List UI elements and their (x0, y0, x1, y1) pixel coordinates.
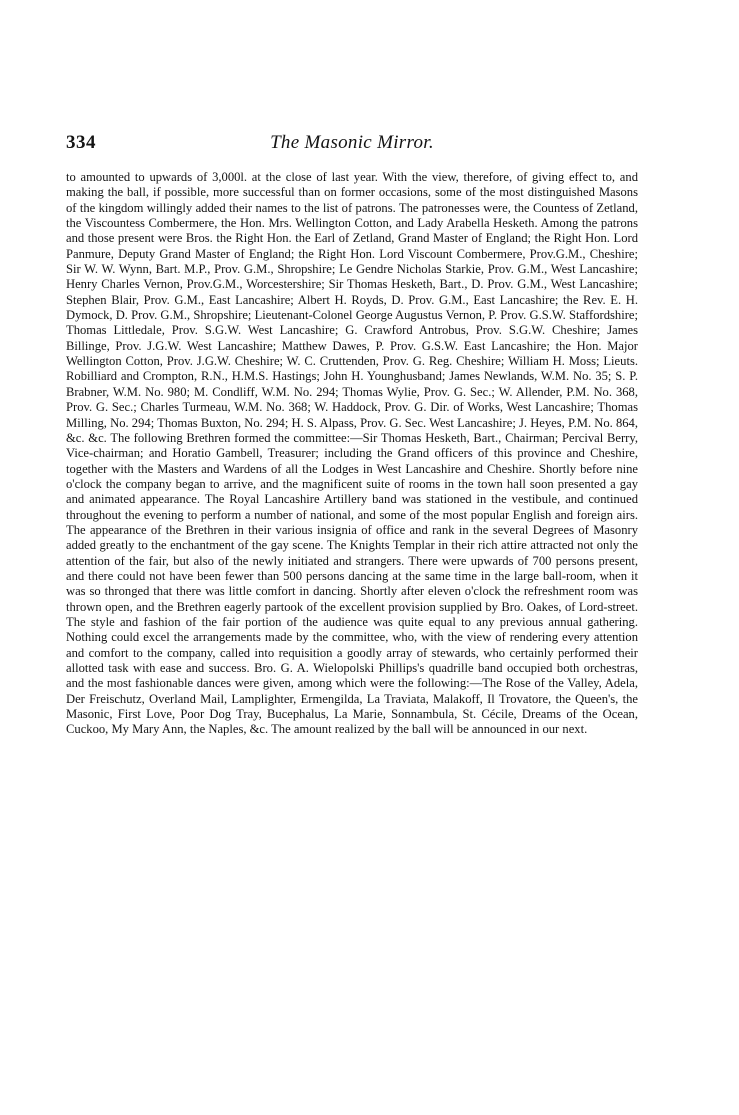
running-header (66, 130, 638, 160)
journal-title: The Masonic Mirror. (270, 132, 434, 153)
page-number: 334 (66, 132, 96, 153)
document-page (66, 130, 638, 738)
article-paragraph: to amounted to upwards of 3,000l. at the close of last year. With the view, therefore, of giving effect to, and making the ball, if possible, more successful than on former occasions, some of the most distinguished Masons of the kingdom willingly added their names to the list of patrons. The patronesses were, the Countess of Zetland, the Viscountess Combermere, the Hon. Mrs. Wellington Cotton, and Lady Arabella Hesketh. Among the patrons and those present were Bros. the Right Hon. the Earl of Zetland, Grand Master of England; the Right Hon. Lord Panmure, Deputy Grand Master of England; the Right Hon. Lord Viscount Combermere, Prov.G.M., Cheshire; Sir W. W. Wynn, Bart. M.P., Prov. G.M., Shropshire; Le Gendre Nicholas Starkie, Prov. G.M., West Lancashire; Henry Charles Vernon, Prov.G.M., Worcestershire; Sir Thomas Hesketh, Bart., D. Prov. G.M., West Lancashire; Stephen Blair, Prov. G.M., East Lancashire; Albert H. Royds, D. Prov. G.M., East Lancashire; the Rev. E. H. Dymock, D. Prov. G.M., Shropshire; Lieutenant-Colonel George Augustus Vernon, P. Prov. G.S.W. Staffordshire; Thomas Littledale, Prov. S.G.W. West Lancashire; G. Crawford Antrobus, Prov. S.G.W. Cheshire; James Billinge, Prov. J.G.W. West Lancashire; Matthew Dawes, P. Prov. G.S.W. East Lancashire; the Hon. Major Wellington Cotton, Prov. J.G.W. Cheshire; W. C. Cruttenden, Prov. G. Reg. Cheshire; William H. Moss; Lieuts. Robilliard and Crompton, R.N., H.M.S. Hastings; John H. Younghusband; James Newlands, W.M. No. 35; S. P. Brabner, W.M. No. 980; M. Condliff, W.M. No. 294; Thomas Wylie, Prov. G. Sec.; W. Allender, P.M. No. 368, Prov. G. Sec.; Charles Turmeau, W.M. No. 368; W. Haddock, Prov. G. Dir. of Works, West Lancashire; Thomas Milling, No. 294; Thomas Buxton, No. 294; H. S. Alpass, Prov. G. Sec. West Lancashire; J. Heyes, P.M. No. 864, &c. &c. The following Brethren formed the committee:—Sir Thomas Hesketh, Bart., Chairman; Percival Berry, Vice-chairman; and Horatio Gambell, Treasurer; including the Grand officers of this province and Cheshire, together with the Masters and Wardens of all the Lodges in West Lancashire and Cheshire. Shortly before nine o'clock the company began to arrive, and the magnificent suite of rooms in the town hall soon presented a gay and animated appearance. The Royal Lancashire Artillery band was stationed in the vestibule, and continued throughout the evening to perform a number of national, and some of the most popular English and foreign airs. The appearance of the Brethren in their various insignia of office and rank in the several Degrees of Masonry added greatly to the enchantment of the gay scene. The Knights Templar in their rich attire attracted not only the attention of the fair, but also of the newly initiated and strangers. There were upwards of 700 persons present, and there could not have been fewer than 500 persons dancing at the same time in the large ball-room, when it was so thronged that there was little comfort in dancing. Shortly after eleven o'clock the refreshment room was thrown open, and the Brethren eagerly partook of the excellent provision supplied by Bro. Oakes, of Lord-street. The style and fashion of the fair portion of the audience was quite equal to any previous annual gathering. Nothing could excel the arrangements made by the committee, who, with the view of rendering every attention and comfort to the company, called into requisition a goodly array of stewards, who certainly performed their allotted task with ease and success. Bro. G. A. Wielopolski Phillips's quadrille band occupied both orchestras, and the most fashionable dances were given, among which were the following:—The Rose of the Valley, Adela, Der Freischutz, Overland Mail, Lamplighter, Ermengilda, La Traviata, Malakoff, Il Trovatore, the Queen's, the Masonic, First Love, Poor Dog Tray, Bucephalus, La Marie, Sonnambula, St. Cécile, Dreams of the Ocean, Cuckoo, My Mary Ann, the Naples, &c. The amount realized by the ball will be announced in our next. (66, 170, 638, 737)
